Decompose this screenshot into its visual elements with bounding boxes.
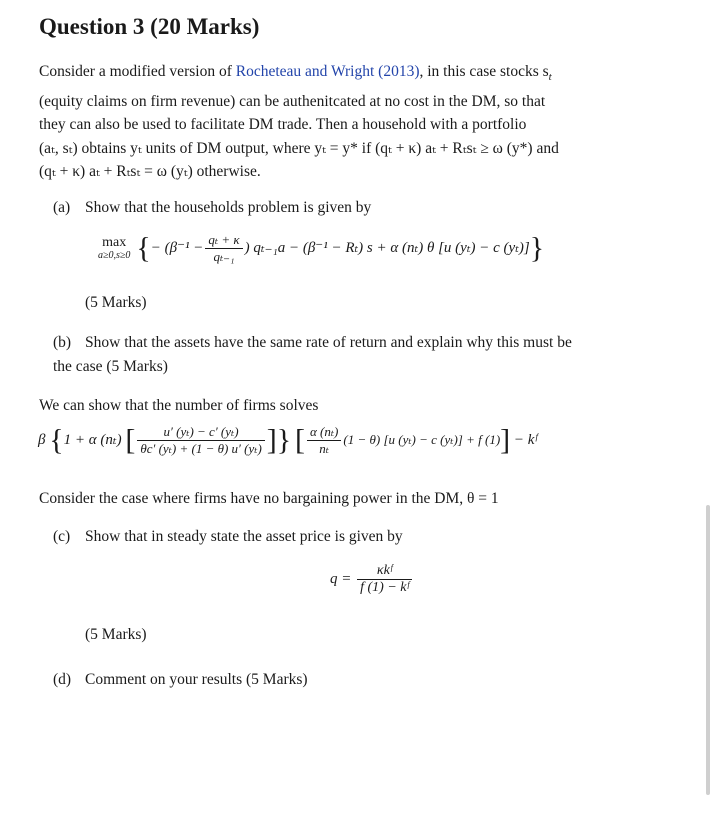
firms-left-brace: { (49, 423, 64, 457)
firms-left-bracket: [ (125, 423, 136, 457)
part-b-line1-text: Show that the assets have the same rate of return and explain why this must be (85, 334, 572, 351)
scrollbar[interactable] (706, 505, 710, 795)
part-b-line-1 (53, 331, 720, 355)
firms-right-brace: } (276, 423, 292, 457)
citation-link[interactable]: Rocheteau and Wright (2013) (235, 63, 420, 80)
eq-firms-frac2-num: α (nₜ) (307, 424, 341, 441)
eq-firms-tail: (1 − θ) [u (yₜ) − c (yₜ)] + f (1) (343, 431, 501, 447)
part-c (53, 525, 693, 549)
part-a-marks: (5 Marks) (85, 294, 147, 311)
left-brace: { (136, 231, 151, 265)
intro-line1-rest: , in this case stocks s (419, 63, 549, 80)
eq-a-frac-num: qₜ + κ (205, 232, 242, 249)
firms-left-bracket-2: [ (294, 423, 305, 457)
eq-firms-frac1-den: θc′ (yₜ) + (1 − θ) u′ (yₜ) (140, 441, 262, 456)
firms-text: We can show that the number of firms solves (39, 397, 319, 414)
firms-equation (38, 424, 698, 480)
household-problem-equation (98, 232, 698, 282)
part-b-line-2: the case (5 Marks) (53, 357, 168, 375)
firms-right-bracket: ] (266, 423, 277, 457)
part-b-label: (b) (53, 334, 72, 351)
intro-line-4: (aₜ, sₜ) obtains yₜ units of DM output, where yₜ = y* if (qₜ + κ) aₜ + Rₜsₜ ≥ ω (y*) and (39, 139, 559, 157)
asset-price-equation (330, 563, 530, 611)
right-brace: } (529, 231, 545, 265)
intro-line-2: (equity claims on firm revenue) can be authenitcated at no cost in the DM, so that (39, 92, 546, 110)
part-d-label: (d) (53, 671, 72, 688)
eq-a-lhs: − (β⁻¹ − (150, 239, 204, 256)
max-subscript: a≥0,s≥0 (98, 250, 131, 261)
intro-line-5: (qₜ + κ) aₜ + Rₜsₜ = ω (yₜ) otherwise. (39, 163, 261, 181)
part-c-marks: (5 Marks) (85, 626, 147, 643)
eq-firms-frac1 (137, 424, 264, 457)
question-title: Question 3 (20 Marks) (39, 14, 260, 39)
part-a-text: Show that the households problem is given by (85, 199, 372, 216)
part-d-text: Comment on your results (5 Marks) (85, 671, 308, 688)
part-d (53, 668, 693, 692)
part-a (53, 196, 693, 220)
consider-text: Consider the case where firms have no bargaining power in the DM, θ = 1 (39, 490, 499, 507)
eq-firms-frac2 (307, 424, 341, 457)
eq-c-lhs: q = (330, 571, 352, 587)
part-c-text: Show that in steady state the asset price is given by (85, 528, 403, 545)
intro-line-3: they can also be used to facilitate DM trade. Then a household with a portfolio (39, 116, 527, 134)
max-operator (98, 235, 130, 262)
eq-c-den: f (1) − kᶠ (360, 580, 409, 595)
eq-c-fraction (357, 563, 412, 596)
firms-right-bracket-2: ] (500, 423, 511, 457)
eq-firms-frac2-den: nₜ (319, 441, 330, 456)
eq-firms-open: 1 + α (nₜ) (63, 431, 122, 448)
eq-firms-beta: β (38, 431, 46, 448)
eq-firms-end: − kᶠ (513, 431, 538, 448)
eq-firms-frac1-num: u′ (yₜ) − c′ (yₜ) (137, 424, 264, 441)
part-c-label: (c) (53, 528, 71, 545)
intro-pre: Consider a modified version of (39, 63, 236, 80)
part-a-label: (a) (53, 199, 71, 216)
eq-c-num: κkᶠ (357, 563, 412, 580)
eq-a-rest: ) qₜ₋₁a − (β⁻¹ − Rₜ) s + α (nₜ) θ [u (yₜ) − c (yₜ)] (244, 239, 530, 256)
intro-line-1: Consider a modified version of Rocheteau and Wright (2013), in this case stocks $s_t$ (39, 63, 552, 84)
eq-a-fraction (205, 232, 242, 265)
part-b (53, 331, 720, 378)
intro-paragraph (39, 60, 694, 184)
max-word: max (102, 235, 127, 250)
eq-a-frac-den: qₜ₋₁ (213, 249, 235, 264)
